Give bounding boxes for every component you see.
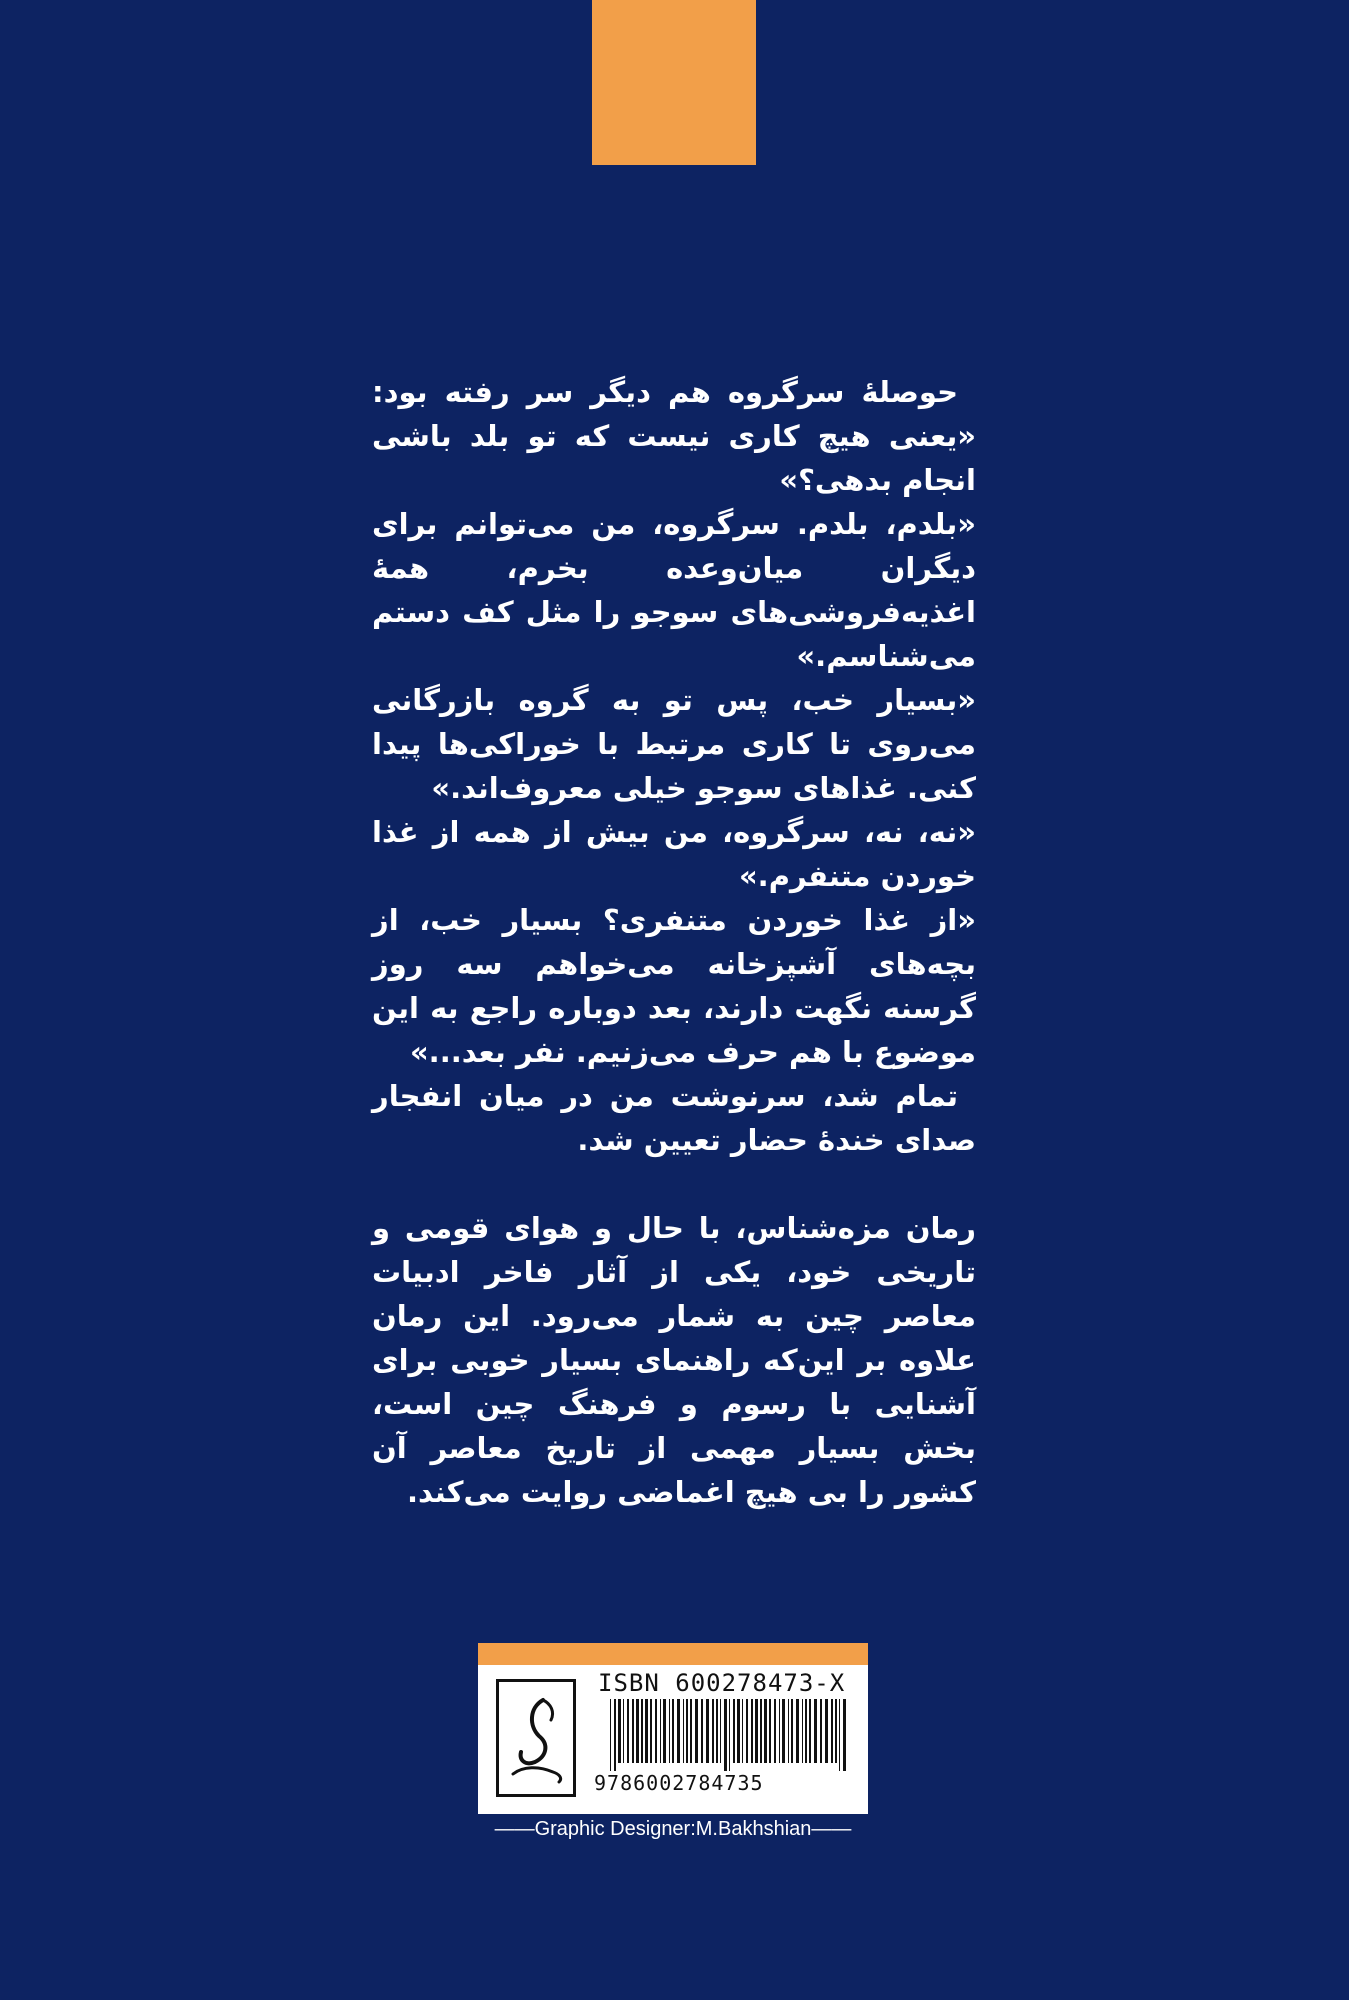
barcode-orange-stripe <box>478 1643 868 1665</box>
ean-digits: 9786002784735 <box>594 1771 764 1795</box>
excerpt-paragraph: «از غذا خوردن متنفری؟ بسیار خب، از بچه‌های آشپزخانه می‌خواهم سه روز گرسنه نگهت دارند، بعد دوباره راجع به این موضوع با هم حرف می‌زنیم. نفر بعد...» <box>372 903 976 1069</box>
publisher-logo <box>496 1679 576 1797</box>
paragraph-gap <box>372 1162 976 1206</box>
book-description: رمان مزه‌شناس، با حال و هوای قومی و تاریخی خود، یکی از آثار فاخر ادبیات معاصر چین به شمار می‌رود. این رمان علاوه بر این‌که راهنمای بسیار خوبی برای آشنایی با رسوم و فرهنگ چین است، بخش بسیار مهمی از تاریخ معاصر آن کشور را بی هیچ اغماضی روایت می‌کند. <box>372 1211 976 1509</box>
excerpt-paragraph: حوصلهٔ سرگروه هم دیگر سر رفته بود: «یعنی هیچ کاری نیست که تو بلد باشی انجام بدهی؟» <box>372 375 976 497</box>
barcode-icon <box>610 1699 850 1771</box>
isbn-label: ISBN 600278473-X <box>598 1669 846 1697</box>
excerpt-paragraph: «بلدم، بلدم. سرگروه، من می‌توانم برای دیگران میان‌وعده بخرم، همهٔ اغذیه‌فروشی‌های سوجو را مثل کف دستم می‌شناسم.» <box>372 507 976 673</box>
barcode-panel <box>478 1643 868 1814</box>
designer-credit: ——Graphic Designer:M.Bakhshian—— <box>494 1818 852 1840</box>
excerpt-paragraph: «نه، نه، سرگروه، من بیش از همه از غذا خوردن متنفرم.» <box>372 815 976 893</box>
phoenix-logo-icon <box>499 1682 573 1794</box>
top-orange-tab <box>592 0 756 165</box>
back-cover-blurb <box>372 370 976 1514</box>
excerpt-paragraph: تمام شد، سرنوشت من در میان انفجار صدای خندهٔ حضار تعیین شد. <box>372 1079 976 1157</box>
excerpt-paragraph: «بسیار خب، پس تو به گروه بازرگانی می‌روی تا کاری مرتبط با خوراکی‌ها پیدا کنی. غذاهای سوجو خیلی معروف‌اند.» <box>372 683 976 805</box>
